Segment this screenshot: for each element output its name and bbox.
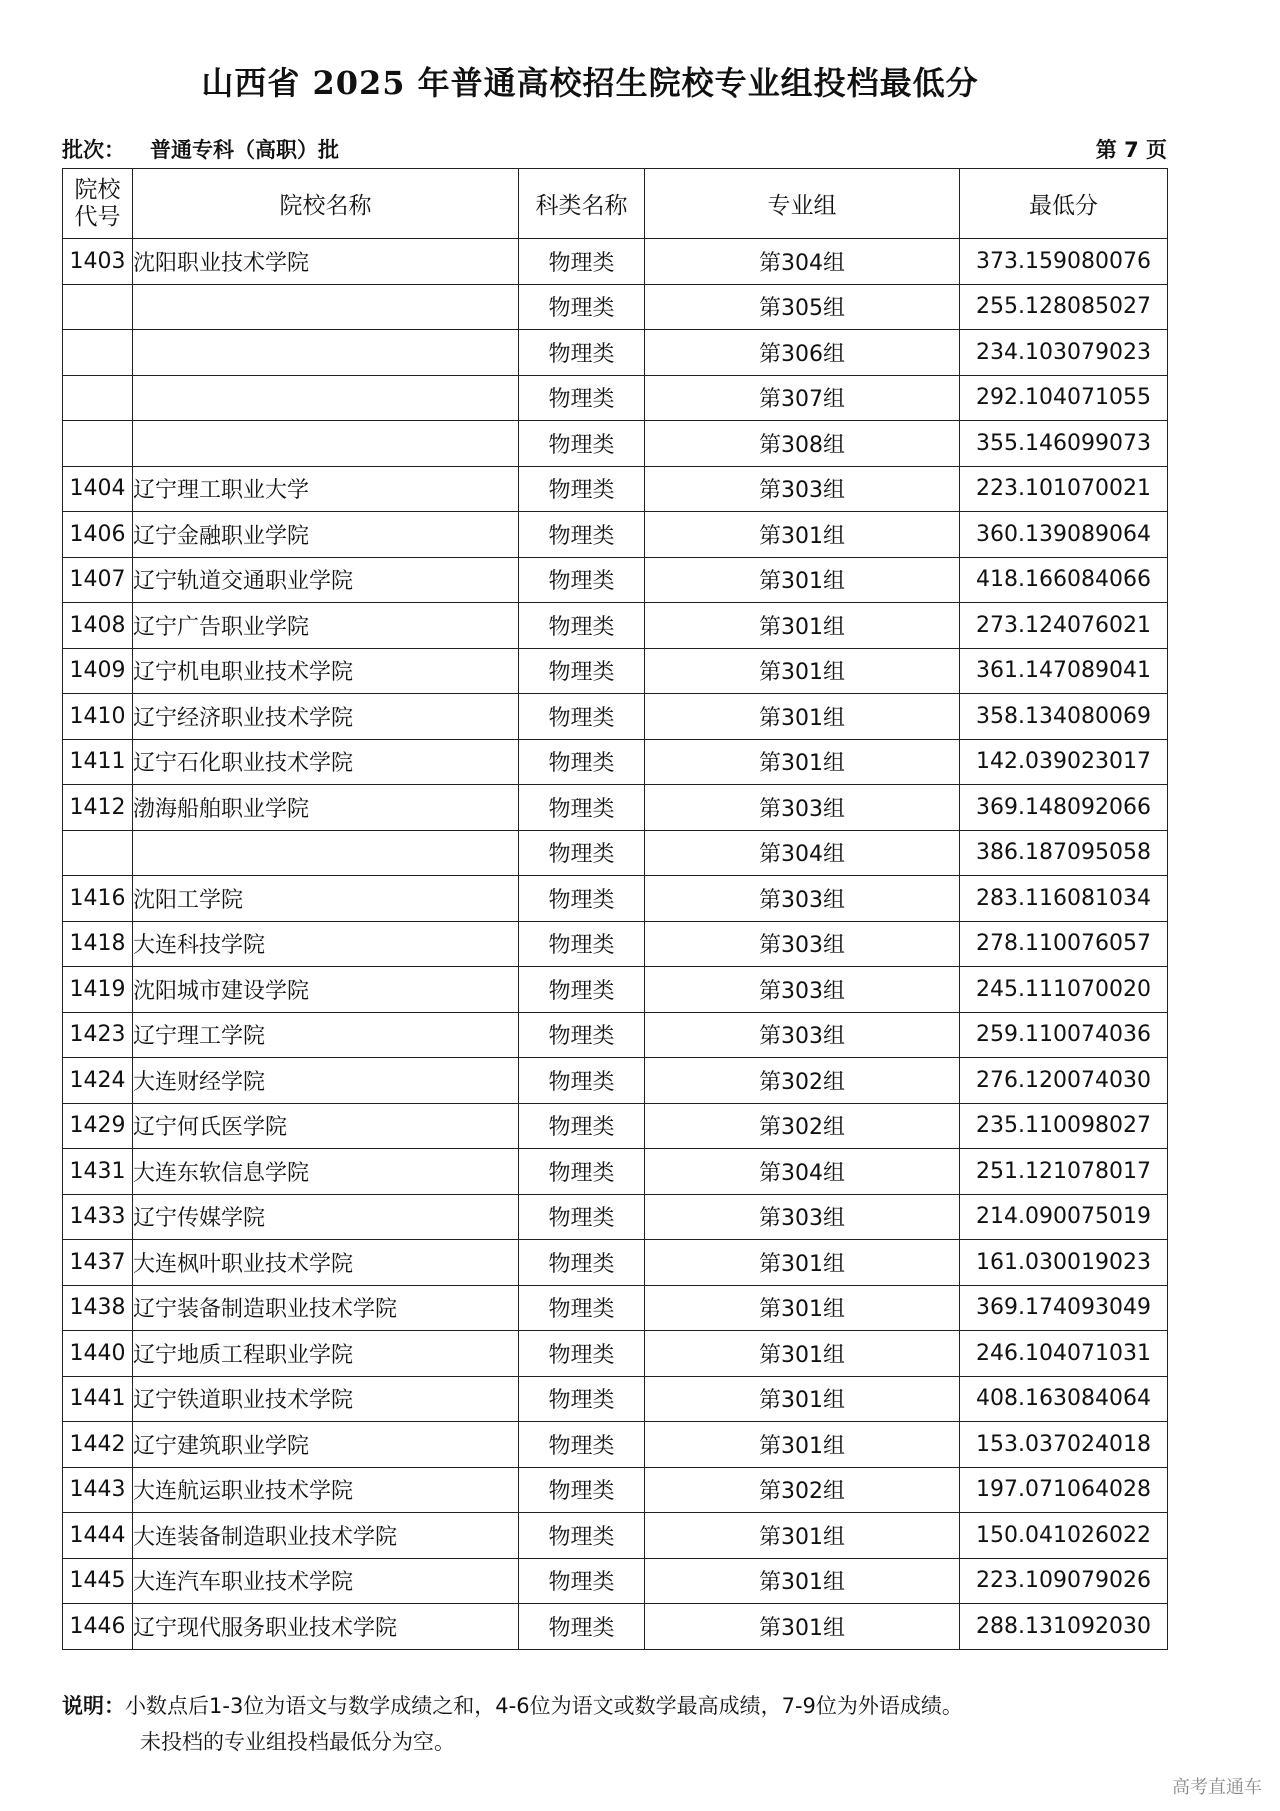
- major-group-cell: 第301组: [645, 739, 960, 785]
- school-name-cell: 辽宁轨道交通职业学院: [133, 557, 519, 603]
- major-group-cell: 第301组: [645, 1558, 960, 1604]
- min-score-cell: 369.174093049: [960, 1285, 1168, 1331]
- major-group-cell: 第303组: [645, 1012, 960, 1058]
- school-code-cell: 1440: [63, 1331, 133, 1377]
- category-cell: 物理类: [519, 512, 645, 558]
- major-group-cell: 第301组: [645, 603, 960, 649]
- school-code-cell: 1445: [63, 1558, 133, 1604]
- header-code-line1: 院校: [74, 176, 121, 203]
- school-name-cell: 沈阳职业技术学院: [133, 239, 519, 285]
- school-code-cell: 1424: [63, 1058, 133, 1104]
- school-code-cell: 1429: [63, 1103, 133, 1149]
- category-cell: 物理类: [519, 830, 645, 876]
- school-code-cell: 1431: [63, 1149, 133, 1195]
- footnote-line2: 未投档的专业组投档最低分为空。: [140, 1730, 455, 1754]
- table-row: [63, 1285, 1168, 1331]
- school-code-cell: 1408: [63, 603, 133, 649]
- school-code-cell: 1446: [63, 1604, 133, 1650]
- header-category: 科类名称: [519, 169, 645, 239]
- min-score-cell: 360.139089064: [960, 512, 1168, 558]
- category-cell: 物理类: [519, 284, 645, 330]
- school-code-cell: 1437: [63, 1240, 133, 1286]
- major-group-cell: 第308组: [645, 421, 960, 467]
- category-cell: 物理类: [519, 557, 645, 603]
- category-cell: 物理类: [519, 330, 645, 376]
- school-code-cell: 1433: [63, 1194, 133, 1240]
- table-body: [63, 239, 1168, 1650]
- school-name-cell: 辽宁理工学院: [133, 1012, 519, 1058]
- school-name-cell: 辽宁铁道职业技术学院: [133, 1376, 519, 1422]
- school-code-cell: 1416: [63, 876, 133, 922]
- table-row: [63, 284, 1168, 330]
- footnote-line1: 小数点后1-3位为语文与数学成绩之和，4-6位为语文或数学最高成绩，7-9位为外语成绩。: [125, 1694, 963, 1718]
- major-group-cell: 第302组: [645, 1467, 960, 1513]
- school-name-cell: 辽宁机电职业技术学院: [133, 648, 519, 694]
- table-row: [63, 785, 1168, 831]
- table-row: [63, 1604, 1168, 1650]
- school-name-cell: 辽宁石化职业技术学院: [133, 739, 519, 785]
- table-row: [63, 1149, 1168, 1195]
- major-group-cell: 第301组: [645, 1331, 960, 1377]
- min-score-cell: 355.146099073: [960, 421, 1168, 467]
- category-cell: 物理类: [519, 967, 645, 1013]
- min-score-cell: 358.134080069: [960, 694, 1168, 740]
- school-name-cell: 渤海船舶职业学院: [133, 785, 519, 831]
- table-row: [63, 1513, 1168, 1559]
- school-name-cell: [133, 284, 519, 330]
- min-score-cell: 369.148092066: [960, 785, 1168, 831]
- school-code-cell: 1441: [63, 1376, 133, 1422]
- table-row: [63, 1058, 1168, 1104]
- school-name-cell: 辽宁现代服务职业技术学院: [133, 1604, 519, 1650]
- school-code-cell: 1419: [63, 967, 133, 1013]
- school-name-cell: 辽宁金融职业学院: [133, 512, 519, 558]
- page-title: 山西省 2025 年普通高校招生院校专业组投档最低分: [201, 64, 979, 102]
- min-score-cell: 246.104071031: [960, 1331, 1168, 1377]
- major-group-cell: 第303组: [645, 785, 960, 831]
- min-score-cell: 408.163084064: [960, 1376, 1168, 1422]
- school-code-cell: 1442: [63, 1422, 133, 1468]
- min-score-cell: 373.159080076: [960, 239, 1168, 285]
- category-cell: 物理类: [519, 466, 645, 512]
- table-row: [63, 830, 1168, 876]
- category-cell: 物理类: [519, 1513, 645, 1559]
- min-score-cell: 259.110074036: [960, 1012, 1168, 1058]
- category-cell: 物理类: [519, 1149, 645, 1195]
- category-cell: 物理类: [519, 603, 645, 649]
- min-score-cell: 223.109079026: [960, 1558, 1168, 1604]
- footnote-label: 说明：: [62, 1694, 125, 1718]
- table-row: [63, 921, 1168, 967]
- min-score-cell: 283.116081034: [960, 876, 1168, 922]
- school-name-cell: 沈阳城市建设学院: [133, 967, 519, 1013]
- major-group-cell: 第301组: [645, 1376, 960, 1422]
- category-cell: 物理类: [519, 876, 645, 922]
- table-row: [63, 1240, 1168, 1286]
- min-score-cell: 214.090075019: [960, 1194, 1168, 1240]
- min-score-cell: 251.121078017: [960, 1149, 1168, 1195]
- major-group-cell: 第301组: [645, 1604, 960, 1650]
- school-code-cell: 1403: [63, 239, 133, 285]
- min-score-cell: 292.104071055: [960, 375, 1168, 421]
- table-row: [63, 1331, 1168, 1377]
- school-code-cell: 1412: [63, 785, 133, 831]
- table-row: [63, 876, 1168, 922]
- school-code-cell: [63, 830, 133, 876]
- school-code-cell: 1423: [63, 1012, 133, 1058]
- category-cell: 物理类: [519, 1331, 645, 1377]
- category-cell: 物理类: [519, 1467, 645, 1513]
- major-group-cell: 第304组: [645, 830, 960, 876]
- table-row: [63, 1103, 1168, 1149]
- school-name-cell: 大连枫叶职业技术学院: [133, 1240, 519, 1286]
- header-school-code: [63, 169, 133, 239]
- major-group-cell: 第301组: [645, 694, 960, 740]
- header-code-line2: 代号: [74, 203, 121, 230]
- school-name-cell: [133, 421, 519, 467]
- min-score-cell: 142.039023017: [960, 739, 1168, 785]
- min-score-cell: 273.124076021: [960, 603, 1168, 649]
- min-score-cell: 386.187095058: [960, 830, 1168, 876]
- major-group-cell: 第302组: [645, 1058, 960, 1104]
- table-row: [63, 1012, 1168, 1058]
- school-code-cell: 1418: [63, 921, 133, 967]
- table-row: [63, 603, 1168, 649]
- school-name-cell: [133, 375, 519, 421]
- table-row: [63, 648, 1168, 694]
- min-score-cell: 418.166084066: [960, 557, 1168, 603]
- min-score-cell: 150.041026022: [960, 1513, 1168, 1559]
- school-name-cell: 大连装备制造职业技术学院: [133, 1513, 519, 1559]
- watermark: 高考直通车: [1172, 1777, 1262, 1798]
- category-cell: 物理类: [519, 1558, 645, 1604]
- category-cell: 物理类: [519, 421, 645, 467]
- table-row: [63, 1376, 1168, 1422]
- min-score-cell: 288.131092030: [960, 1604, 1168, 1650]
- min-score-cell: 234.103079023: [960, 330, 1168, 376]
- category-cell: 物理类: [519, 785, 645, 831]
- school-name-cell: 辽宁地质工程职业学院: [133, 1331, 519, 1377]
- major-group-cell: 第306组: [645, 330, 960, 376]
- header-min-score: 最低分: [960, 169, 1168, 239]
- school-name-cell: 辽宁传媒学院: [133, 1194, 519, 1240]
- batch-value: 普通专科（高职）批: [150, 138, 339, 162]
- school-code-cell: [63, 375, 133, 421]
- school-name-cell: [133, 830, 519, 876]
- category-cell: 物理类: [519, 1103, 645, 1149]
- school-name-cell: 大连科技学院: [133, 921, 519, 967]
- major-group-cell: 第303组: [645, 921, 960, 967]
- school-name-cell: 辽宁装备制造职业技术学院: [133, 1285, 519, 1331]
- major-group-cell: 第301组: [645, 1240, 960, 1286]
- category-cell: 物理类: [519, 694, 645, 740]
- major-group-cell: 第301组: [645, 512, 960, 558]
- major-group-cell: 第303组: [645, 967, 960, 1013]
- category-cell: 物理类: [519, 1194, 645, 1240]
- page-number: 第 7 页: [1095, 138, 1167, 162]
- school-name-cell: 大连财经学院: [133, 1058, 519, 1104]
- school-name-cell: 辽宁建筑职业学院: [133, 1422, 519, 1468]
- footnote: [62, 1688, 1182, 1760]
- school-code-cell: 1410: [63, 694, 133, 740]
- major-group-cell: 第303组: [645, 1194, 960, 1240]
- school-name-cell: 辽宁经济职业技术学院: [133, 694, 519, 740]
- min-score-cell: 245.111070020: [960, 967, 1168, 1013]
- min-score-cell: 276.120074030: [960, 1058, 1168, 1104]
- category-cell: 物理类: [519, 648, 645, 694]
- table-row: [63, 330, 1168, 376]
- major-group-cell: 第307组: [645, 375, 960, 421]
- table-row: [63, 421, 1168, 467]
- table-header-row: [63, 169, 1168, 239]
- category-cell: 物理类: [519, 1285, 645, 1331]
- category-cell: 物理类: [519, 1240, 645, 1286]
- school-code-cell: 1404: [63, 466, 133, 512]
- school-code-cell: [63, 284, 133, 330]
- min-score-cell: 361.147089041: [960, 648, 1168, 694]
- major-group-cell: 第305组: [645, 284, 960, 330]
- table-row: [63, 1194, 1168, 1240]
- school-name-cell: 辽宁理工职业大学: [133, 466, 519, 512]
- table-row: [63, 967, 1168, 1013]
- header-school-name: 院校名称: [133, 169, 519, 239]
- table-row: [63, 694, 1168, 740]
- min-score-cell: 161.030019023: [960, 1240, 1168, 1286]
- school-name-cell: 辽宁广告职业学院: [133, 603, 519, 649]
- major-group-cell: 第301组: [645, 1285, 960, 1331]
- table-row: [63, 512, 1168, 558]
- min-score-cell: 235.110098027: [960, 1103, 1168, 1149]
- score-table: [62, 168, 1168, 1650]
- school-code-cell: 1407: [63, 557, 133, 603]
- major-group-cell: 第301组: [645, 648, 960, 694]
- category-cell: 物理类: [519, 375, 645, 421]
- major-group-cell: 第304组: [645, 1149, 960, 1195]
- table-row: [63, 557, 1168, 603]
- school-code-cell: 1409: [63, 648, 133, 694]
- school-code-cell: 1443: [63, 1467, 133, 1513]
- school-code-cell: 1444: [63, 1513, 133, 1559]
- batch-info: [62, 134, 1167, 166]
- table-row: [63, 466, 1168, 512]
- category-cell: 物理类: [519, 921, 645, 967]
- category-cell: 物理类: [519, 1422, 645, 1468]
- category-cell: 物理类: [519, 1058, 645, 1104]
- category-cell: 物理类: [519, 1012, 645, 1058]
- min-score-cell: 223.101070021: [960, 466, 1168, 512]
- category-cell: 物理类: [519, 1604, 645, 1650]
- category-cell: 物理类: [519, 739, 645, 785]
- major-group-cell: 第303组: [645, 466, 960, 512]
- min-score-cell: 197.071064028: [960, 1467, 1168, 1513]
- school-code-cell: 1406: [63, 512, 133, 558]
- header-major-group: 专业组: [645, 169, 960, 239]
- category-cell: 物理类: [519, 1376, 645, 1422]
- table-row: [63, 375, 1168, 421]
- school-name-cell: 辽宁何氏医学院: [133, 1103, 519, 1149]
- min-score-cell: 278.110076057: [960, 921, 1168, 967]
- school-name-cell: 大连东软信息学院: [133, 1149, 519, 1195]
- min-score-cell: 153.037024018: [960, 1422, 1168, 1468]
- table-row: [63, 739, 1168, 785]
- school-code-cell: [63, 421, 133, 467]
- school-code-cell: 1411: [63, 739, 133, 785]
- table-row: [63, 239, 1168, 285]
- category-cell: 物理类: [519, 239, 645, 285]
- table-row: [63, 1467, 1168, 1513]
- major-group-cell: 第301组: [645, 1422, 960, 1468]
- school-name-cell: 大连航运职业技术学院: [133, 1467, 519, 1513]
- major-group-cell: 第304组: [645, 239, 960, 285]
- major-group-cell: 第302组: [645, 1103, 960, 1149]
- school-name-cell: [133, 330, 519, 376]
- school-code-cell: 1438: [63, 1285, 133, 1331]
- major-group-cell: 第301组: [645, 1513, 960, 1559]
- school-code-cell: [63, 330, 133, 376]
- batch-label: 批次：: [62, 138, 125, 162]
- school-name-cell: 大连汽车职业技术学院: [133, 1558, 519, 1604]
- major-group-cell: 第301组: [645, 557, 960, 603]
- min-score-cell: 255.128085027: [960, 284, 1168, 330]
- table-row: [63, 1422, 1168, 1468]
- table-row: [63, 1558, 1168, 1604]
- school-name-cell: 沈阳工学院: [133, 876, 519, 922]
- major-group-cell: 第303组: [645, 876, 960, 922]
